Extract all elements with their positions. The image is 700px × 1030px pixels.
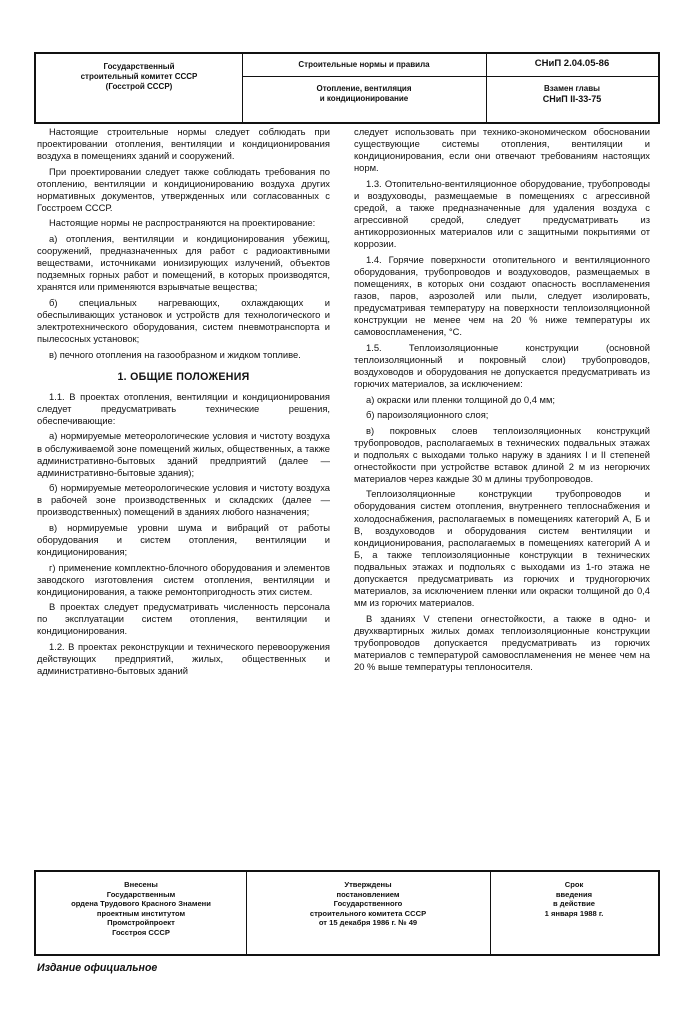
submitted-by	[36, 880, 246, 938]
paragraph: в) печного отопления на газообразном и жидком топливе.	[49, 348, 301, 360]
effective-line: в действие	[553, 899, 595, 909]
approved-line: Утверждены	[344, 880, 392, 889]
paragraph: Настоящие строительные нормы следует соблюдать при проектировании отопления, вентиляции и кондиционирования воздуха в помещениях зданий и сооружений.	[37, 126, 330, 162]
paragraph: в) покровных слоев теплоизоляционных конструкций трубопроводов, располагаемых в технических подвальных этажах и подпольях с выходами только наружу в зданиях I и II степеней огнестойкости при устройстве вставок длиной 2 м из негорючих материалов через каждые 30 м длины трубопроводов.	[354, 424, 650, 484]
section-title: 1. ОБЩИЕ ПОЛОЖЕНИЯ	[117, 370, 250, 383]
paragraph: В зданиях V степени огнестойкости, а также в одно- и двухквартирных жилых домах теплоизоляционные конструкции трубопроводов допускается предусматривать из горючих материалов с температурой самовоспламенения не менее чем на 20 % выше температуры теплоносителя.	[354, 612, 650, 673]
paragraph: В проектах следует предусматривать численность персонала по эксплуатации систем отопления, вентиляции и кондиционирования.	[37, 601, 330, 637]
replaces-note	[486, 84, 658, 104]
paragraph: 1.3. Отопительно-вентиляционное оборудование, трубопроводы и воздуховоды, размещаемые в помещениях с агрессивной средой, а также предназначенные для удаления воздуха с агрессивной средой, следует предусматривать из антикоррозионных материалов или с защитными покрытиями от коррозии.	[354, 177, 650, 250]
document-title-line: Отопление, вентиляция	[316, 84, 412, 93]
approved-line: постановлением	[336, 889, 400, 899]
paragraph: в) нормируемые уровни шума и вибраций от работы оборудования и систем отопления, вентиляции и кондиционирования;	[37, 521, 330, 558]
footer-table	[34, 870, 660, 956]
paragraph: Теплоизоляционные конструкции трубопроводов и оборудования систем отопления, внутреннего теплоснабжения и холодоснабжения, располагаемых в помещениях категорий А, Б и В, воздуховодов и оборудования систем вентиляции и кондиционирования, располагаемых в помещениях категорий А и Б, а также теплоизоляционные конструкции в технических подвальных этажах и подпольях с выходами из 1-го этажа не допускается предусматривать из горючих и трудногорючих материалов, за исключением пленки или окраски толщиной до 0,4 мм из горючих материалов.	[354, 488, 650, 609]
effective-date	[490, 880, 658, 918]
approved-line: строительного комитета СССР	[309, 908, 427, 918]
document-code: СНиП 2.04.05-86	[534, 58, 610, 69]
header-table	[34, 52, 660, 124]
paragraph: 1.1. В проектах отопления, вентиляции и кондиционирования следует предусматривать технические решения, обеспечивающие:	[37, 390, 330, 426]
submitted-line: ордена Трудового Красного Знамени	[71, 899, 211, 909]
header-org-line: строительный комитет СССР	[80, 72, 198, 81]
submitted-line: Промстройпроект	[107, 918, 175, 928]
paragraph: 1.5. Теплоизоляционные конструкции (основной теплоизоляционный и покровный слои) трубопроводов, воздуховодов и оборудования не допускается предусматривать из горючих материалов, за исключением:	[354, 341, 650, 390]
paragraph: а) отопления, вентиляции и кондиционирования убежищ, сооружений, предназначенных для работ с радиоактивными веществами, источниками ионизирующих излучений, объектов подземных горных работ и помещений, в которых производятся, хранятся или применяются взрывчатые вещества;	[37, 232, 330, 293]
paragraph: 1.2. В проектах реконструкции и технического перевооружения действующих предприятий, жилых, общественных и административно-бытовых зданий	[37, 640, 330, 677]
paragraph: б) пароизоляционного слоя;	[366, 409, 489, 421]
header-org-line: (Госстрой СССР)	[105, 82, 173, 91]
submitted-line: Внесены	[124, 880, 158, 889]
paragraph: 1.4. Горячие поверхности отопительного и вентиляционного оборудования, трубопроводов и воздуховодов, размещаемых в помещениях, в которых они создают опасность воспламенения газов, паров, аэрозолей или пыли, следует изолировать, предусматривая температуру на поверхности теплоизоляционной конструкции не менее чем на 20 % ниже температуры их самовоспламенения, °С.	[354, 253, 650, 338]
official-edition-label: Издание официальное	[37, 962, 158, 974]
approved-by	[246, 880, 490, 928]
paragraph: г) применение комплектно-блочного оборудования и элементов заводского изготовления систем отопления, вентиляции и кондиционирования, а также ремонтопригодность этих систем.	[37, 561, 330, 597]
paragraph: а) окраски или пленки толщиной до 0,4 мм;	[366, 393, 556, 405]
document-title-line: и кондиционирование	[319, 94, 409, 103]
paragraph: При проектировании следует также соблюдать требования по отоплению, вентиляции и кондиционированию воздуха других нормативных документов, утвержденных или согласованных с Госстроем СССР.	[37, 165, 330, 213]
paragraph: б) нормируемые метеорологические условия и чистоту воздуха в рабочей зоне производственных и складских (далее — производственных) помещений в зданиях любого назначения;	[37, 482, 330, 518]
paragraph: следует использовать при технико-экономическом обосновании существующие системы отопления, вентиляции и кондиционирования, если они отвечают требованиям настоящих норм.	[354, 126, 650, 174]
effective-line: введения	[555, 889, 593, 899]
submitted-line: проектным институтом	[96, 908, 186, 918]
header-org-line: Государственный	[103, 62, 175, 71]
effective-line: 1 января 1988 г.	[544, 908, 604, 918]
submitted-line: Государственным	[106, 889, 176, 899]
norms-type: Строительные нормы и правила	[298, 60, 430, 69]
approved-line: Государственного	[333, 899, 403, 909]
submitted-line: Госстроя СССР	[112, 927, 170, 937]
approved-line: от 15 декабря 1986 г. № 49	[318, 918, 418, 928]
header-org	[36, 62, 242, 92]
replaces-line: Взамен главы	[544, 84, 600, 93]
document-title	[242, 84, 486, 104]
replaces-line: СНиП II-33-75	[542, 94, 602, 104]
paragraph: Настоящие нормы не распространяются на проектирование:	[49, 217, 316, 229]
right-column	[354, 126, 650, 677]
paragraph: а) нормируемые метеорологические условия и чистоту воздуха в обслуживаемой зоне помещений жилых, общественных, а также административно-бытовых зданий предприятий (далее — административно-бытовые здания);	[37, 430, 330, 478]
paragraph: б) специальных нагревающих, охлаждающих и обеспыливающих установок и устройств для технологического и электротехнического оборудования, систем пневмотранспорта и пылесосных установок;	[37, 296, 330, 345]
effective-line: Срок	[564, 880, 584, 889]
left-column	[37, 126, 330, 681]
header-divider	[242, 76, 658, 77]
